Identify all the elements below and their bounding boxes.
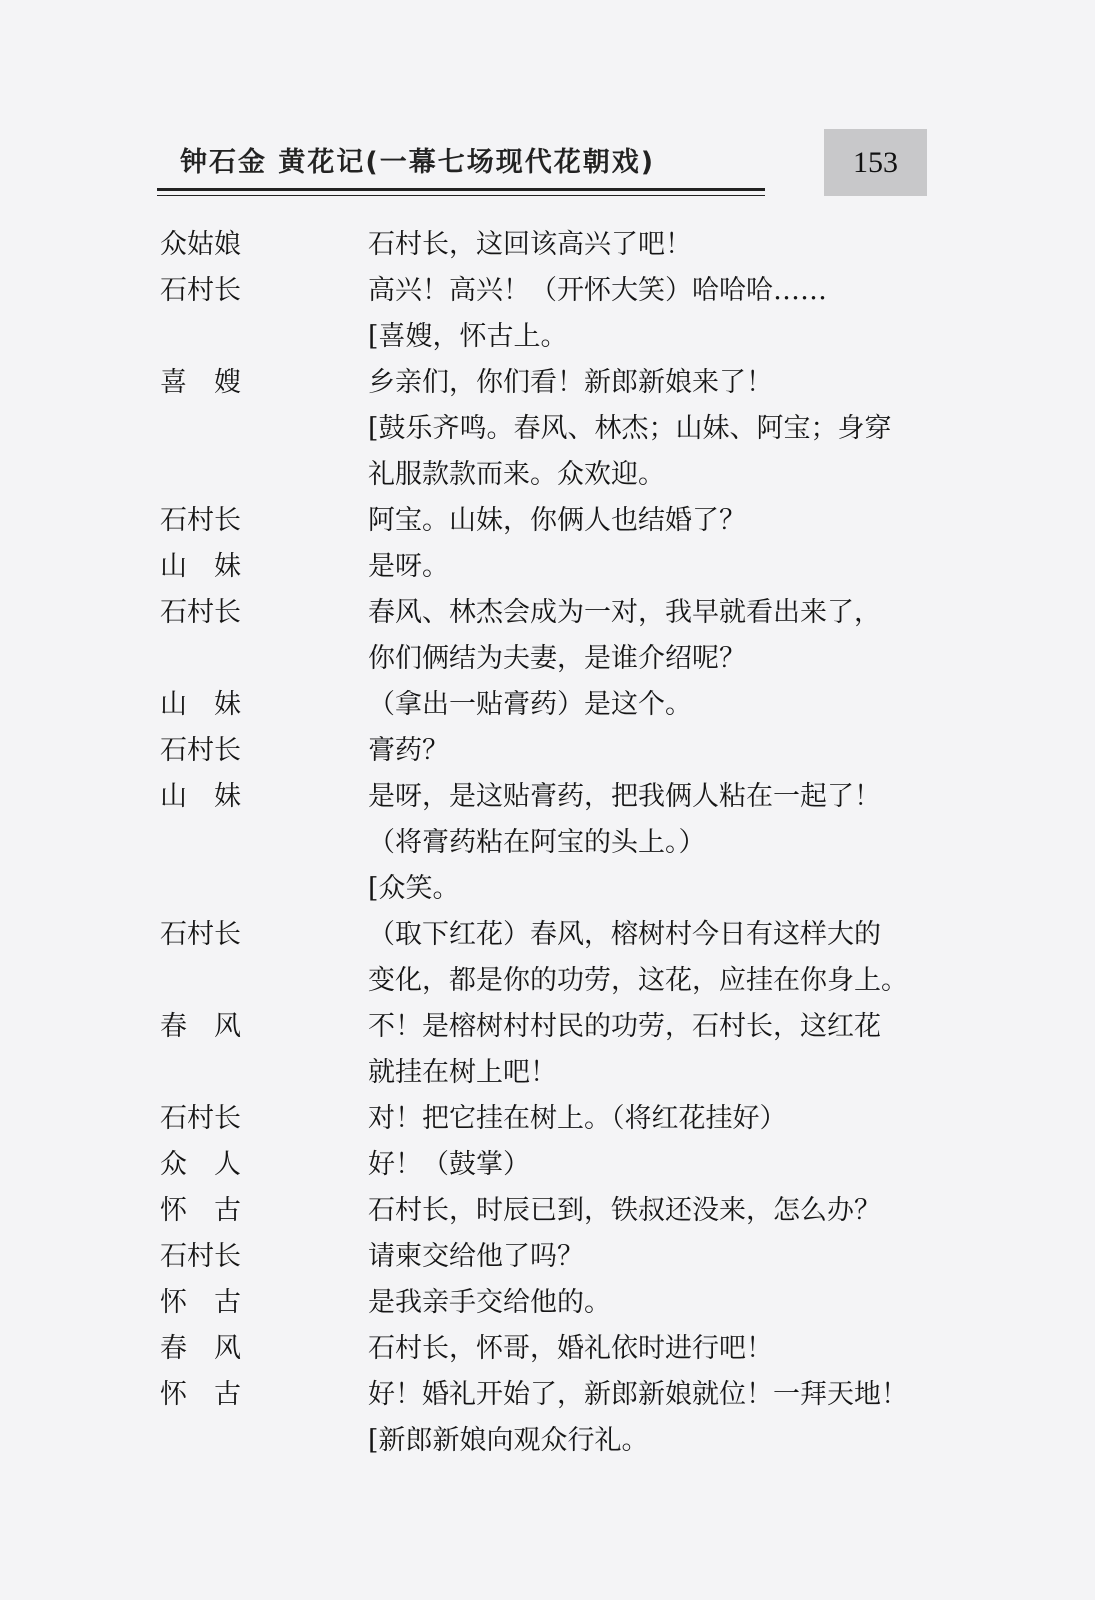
dialogue-text: 请柬交给他了吗？	[368, 1241, 584, 1272]
script-line	[160, 1188, 940, 1234]
dialogue-text: （拿出一贴膏药）是这个。	[368, 689, 692, 720]
speaker-name: 石村长	[160, 735, 241, 766]
speaker-name: 山 妹	[160, 551, 241, 582]
script-line	[160, 222, 940, 268]
script-line	[160, 360, 940, 406]
script-line	[160, 406, 940, 452]
running-title: 钟石金 黄花记(一幕七场现代花朝戏)	[180, 147, 656, 178]
speaker-name: 怀 古	[160, 1379, 241, 1410]
dialogue-text: 石村长，怀哥，婚礼依时进行吧！	[368, 1333, 773, 1364]
speaker-name: 石村长	[160, 919, 241, 950]
script-line	[160, 452, 940, 498]
dialogue-text: 礼服款款而来。众欢迎。	[368, 459, 665, 490]
script-line	[160, 590, 940, 636]
script-line	[160, 682, 940, 728]
speaker-name: 众姑娘	[160, 229, 241, 260]
page-number: 153	[824, 129, 927, 196]
speaker-name: 山 妹	[160, 781, 241, 812]
script-line	[160, 268, 940, 314]
header-rule-thin	[157, 195, 765, 196]
dialogue-text: 石村长，这回该高兴了吧！	[368, 229, 692, 260]
dialogue-text: 是我亲手交给他的。	[368, 1287, 611, 1318]
dialogue-text: 你们俩结为夫妻，是谁介绍呢？	[368, 643, 746, 674]
speaker-name: 石村长	[160, 505, 241, 536]
script-line	[160, 820, 940, 866]
dialogue-text: 高兴！高兴！（开怀大笑）哈哈哈……	[368, 275, 827, 306]
speaker-name: 石村长	[160, 597, 241, 628]
dialogue-text: 就挂在树上吧！	[368, 1057, 557, 1088]
dialogue-text: （将膏药粘在阿宝的头上。）	[368, 827, 706, 858]
speaker-name: 山 妹	[160, 689, 241, 720]
script-line	[160, 498, 940, 544]
speaker-name: 众 人	[160, 1149, 241, 1180]
dialogue-text: 石村长，时辰已到，铁叔还没来，怎么办？	[368, 1195, 881, 1226]
script-line	[160, 912, 940, 958]
script-line	[160, 1326, 940, 1372]
script-line	[160, 1004, 940, 1050]
dialogue-text: 是呀。	[368, 551, 449, 582]
dialogue-text: 不！是榕树村村民的功劳，石村长，这红花	[368, 1011, 881, 1042]
script-line	[160, 544, 940, 590]
speaker-name: 春 风	[160, 1333, 241, 1364]
script-line	[160, 774, 940, 820]
dialogue-text: 好！（鼓掌）	[368, 1149, 530, 1180]
dialogue-text: [新郎新娘向观众行礼。	[368, 1425, 649, 1456]
script-line	[160, 636, 940, 682]
script-line	[160, 1050, 940, 1096]
script-line	[160, 1418, 940, 1464]
dialogue-text: [众笑。	[368, 873, 460, 904]
speaker-name: 喜 嫂	[160, 367, 241, 398]
dialogue-text: 膏药？	[368, 735, 449, 766]
dialogue-text: 对！把它挂在树上。（将红花挂好）	[368, 1103, 787, 1134]
dialogue-text: 阿宝。山妹，你俩人也结婚了？	[368, 505, 746, 536]
header-rule-thick	[157, 188, 765, 191]
speaker-name: 怀 古	[160, 1287, 241, 1318]
script-line	[160, 1142, 940, 1188]
dialogue-text: 乡亲们，你们看！新郎新娘来了！	[368, 367, 773, 398]
dialogue-text: [喜嫂，怀古上。	[368, 321, 568, 352]
speaker-name: 石村长	[160, 275, 241, 306]
script-line	[160, 1372, 940, 1418]
dialogue-text: 好！婚礼开始了，新郎新娘就位！一拜天地！	[368, 1379, 908, 1410]
script-line	[160, 1280, 940, 1326]
speaker-name: 石村长	[160, 1241, 241, 1272]
script-line	[160, 1234, 940, 1280]
script-body	[160, 222, 940, 1464]
dialogue-text: 春风、林杰会成为一对，我早就看出来了，	[368, 597, 881, 628]
script-line	[160, 958, 940, 1004]
script-line	[160, 866, 940, 912]
dialogue-text: 变化，都是你的功劳，这花，应挂在你身上。	[368, 965, 908, 996]
speaker-name: 怀 古	[160, 1195, 241, 1226]
script-line	[160, 314, 940, 360]
dialogue-text: [鼓乐齐鸣。春风、林杰；山妹、阿宝；身穿	[368, 413, 892, 444]
script-line	[160, 728, 940, 774]
dialogue-text: （取下红花）春风，榕树村今日有这样大的	[368, 919, 881, 950]
dialogue-text: 是呀，是这贴膏药，把我俩人粘在一起了！	[368, 781, 881, 812]
speaker-name: 石村长	[160, 1103, 241, 1134]
script-line	[160, 1096, 940, 1142]
speaker-name: 春 风	[160, 1011, 241, 1042]
